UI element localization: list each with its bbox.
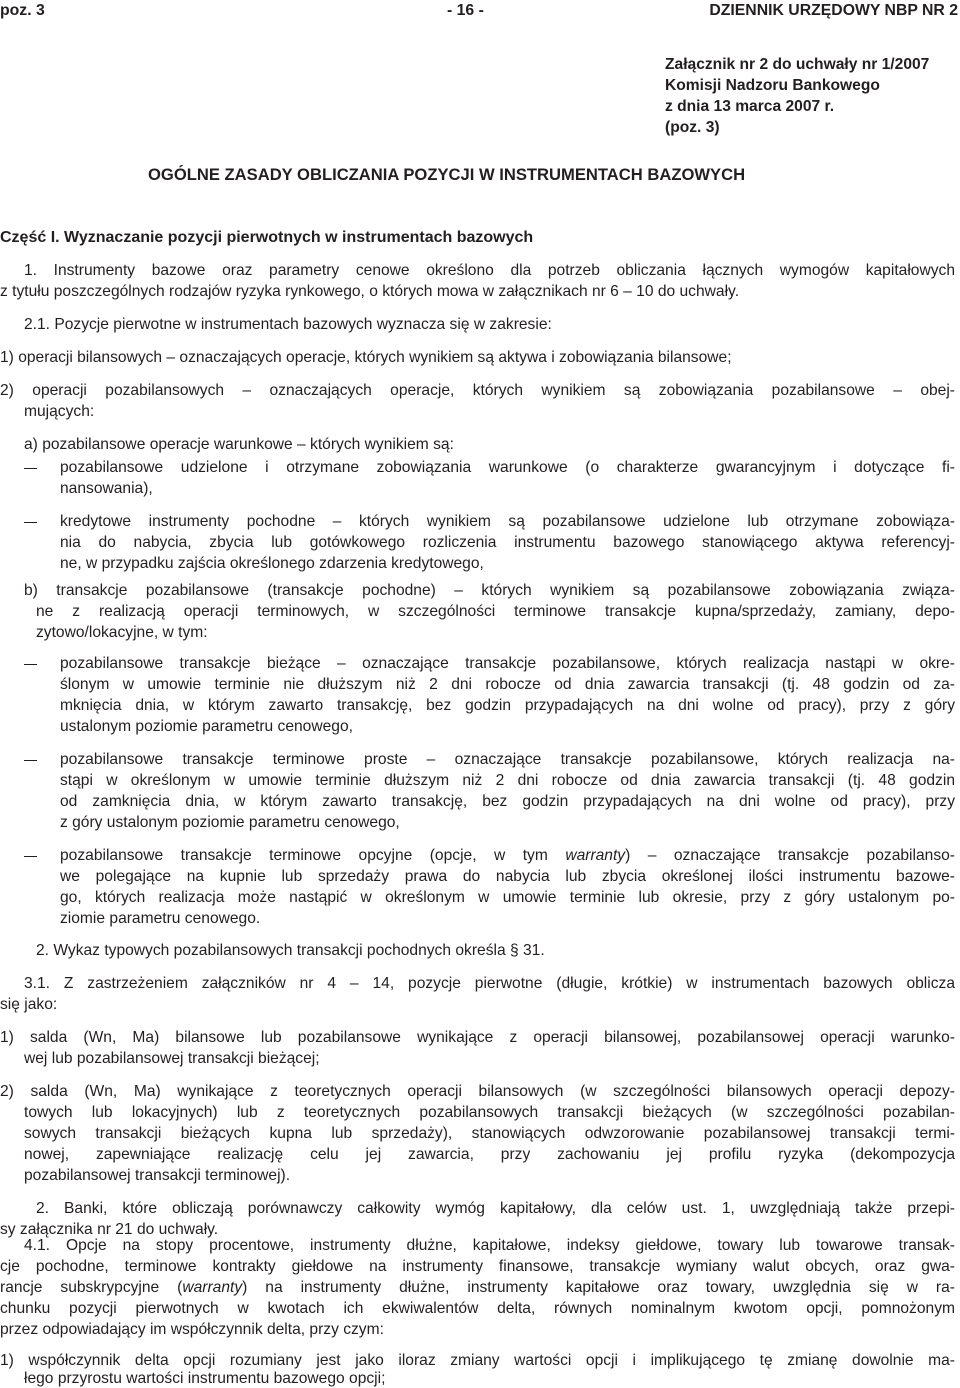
list-item-line: pozabilansowej transakcji terminowej). — [24, 1167, 291, 1184]
bullet-line: nansowania), — [60, 480, 153, 497]
sublist-item-line: b) transakcje pozabilansowe (transakcje pochodne) – których wynikiem są pozabilansowe zobowiązania związa- — [24, 582, 955, 599]
list-item-line: nowej, zapewniające realizację celu jej zawarcia, przy zachowaniu jej profilu ryzyka (dekompozycja — [24, 1146, 955, 1163]
bullet-line: kredytowe instrumenty pochodne – których wynikiem są pozabilansowe udzielone lub otrzymane zobowiąza- — [60, 513, 955, 530]
list-item-line: mujących: — [24, 403, 95, 420]
section-heading: Część I. Wyznaczanie pozycji pierwotnych w instrumentach bazowych — [0, 229, 534, 246]
paragraph-line: 4.1. Opcje na stopy procentowe, instrumenty dłużne, kapitałowe, indeksy giełdowe, towary lub towarowe transak- — [24, 1237, 955, 1254]
attachment-line: z dnia 13 marca 2007 r. — [665, 98, 835, 115]
paragraph-line-with-italic — [0, 1279, 955, 1297]
attachment-line: Załącznik nr 2 do uchwały nr 1/2007 — [665, 56, 930, 73]
document-title: OGÓLNE ZASADY OBLICZANIA POZYCJI W INSTRUMENTACH BAZOWYCH — [148, 165, 746, 184]
list-item-line: 1) współczynnik delta opcji rozumiany jest jako iloraz zmiany wartości opcji i implikującego tę zmianę dowolnie ma- — [0, 1352, 955, 1369]
bullet-line: ne, w przypadku zajścia określonego zdarzenia kredytowego, — [60, 555, 484, 572]
paragraph-line: chunku pozycji pierwotnych w kwotach ich ekwiwalentów delta, równych nominalnym kwotom opcji, pomnożonym — [0, 1300, 955, 1317]
sublist-item-line: ne z realizacją operacji terminowych, w szczególności terminowe transakcje kupna/sprzedaży, zamiany, depo- — [36, 603, 955, 620]
bullet-line: nia do nabycia, zbycia lub gotówkowego rozliczenia instrumentu bazowego stanowiącego aktywa referencyj- — [60, 534, 955, 551]
paragraph-line: cje pochodne, terminowe kontrakty giełdowe na instrumenty finansowe, transakcje wymiany walut obcych, oraz gwa- — [0, 1258, 955, 1275]
bullet-line: ustalonym poziomie parametru cenowego, — [60, 718, 353, 735]
list-item-line: 1) salda (Wn, Ma) bilansowe lub pozabilansowe wynikające z operacji bilansowej, pozabilansowej operacji warunko- — [0, 1029, 955, 1046]
bullet-line: pozabilansowe transakcje terminowe proste – oznaczające transakcje pozabilansowe, których realizacja na- — [60, 751, 955, 768]
header-page-number: - 16 - — [447, 2, 484, 19]
bullet-text: ) – oznaczające transakcje pozabilanso- — [625, 847, 955, 864]
paragraph-line: 2. Wykaz typowych pozabilansowych transakcji pochodnych określa § 31. — [36, 942, 545, 959]
list-item-line: 1) operacji bilansowych – oznaczających operacje, których wynikiem są aktywa i zobowiązania bilansowe; — [0, 349, 732, 366]
bullet-line: ślonym w umowie terminie nie dłuższym niż 2 dni robocze od dnia zawarcia transakcji (tj. 48 godzin od za- — [60, 676, 955, 693]
paragraph-line: się jako: — [0, 996, 58, 1013]
paragraph-line: 2.1. Pozycje pierwotne w instrumentach bazowych wyznacza się w zakresie: — [24, 316, 552, 333]
attachment-line: Komisji Nadzoru Bankowego — [665, 77, 880, 94]
list-item-line: sowych transakcji bieżących kupna lub sprzedaży), stanowiących odwzorowanie pozabilansowej transakcji termi- — [24, 1125, 955, 1142]
list-item-line: 2) operacji pozabilansowych – oznaczających operacje, których wynikiem są zobowiązania pozabilansowe – obej- — [0, 382, 955, 399]
bullet-line-with-italic — [60, 847, 955, 865]
sublist-item-line: zytowo/lokacyjne, w tym: — [36, 624, 208, 641]
bullet-line: go, których realizacja może nastąpić w określonym w umowie terminie lub okresie, przy z góry ustalonym po- — [60, 889, 955, 906]
bullet-line: ziomie parametru cenowego. — [60, 910, 261, 927]
bullet-line: pozabilansowe udzielone i otrzymane zobowiązania warunkowe (o charakterze gwarancyjnym i dotyczące fi- — [60, 459, 955, 476]
list-item-line: towych lub lokacyjnych) lub z teoretycznych pozabilansowych transakcji bieżących (w szczególności pozabilan- — [24, 1104, 955, 1121]
list-item-line: wej lub pozabilansowej transakcji bieżącej; — [24, 1050, 320, 1067]
list-item-line: 2) salda (Wn, Ma) wynikające z teoretycznych operacji bilansowych (w szczególności bilansowych operacji depozy- — [0, 1083, 955, 1100]
bullet-line: pozabilansowe transakcje bieżące – oznaczające transakcje pozabilansowe, których realizacja nastąpi w okre- — [60, 655, 955, 672]
paragraph-line: 1. Instrumenty bazowe oraz parametry cenowe określono dla potrzeb obliczania łącznych wymogów kapitałowych — [24, 262, 955, 279]
bullet-line: mknięcia dnia, w którym zawarto transakcję, bez godzin przypadających na dni wolne od pracy), przy z góry — [60, 697, 955, 714]
dash-bullet — [24, 468, 37, 469]
attachment-line: (poz. 3) — [665, 119, 720, 136]
paragraph-line: 3.1. Z zastrzeżeniem załączników nr 4 – 14, pozycje pierwotne (długie, krótkie) w instrumentach bazowych oblicza — [24, 975, 955, 992]
bullet-line: od zamknięcia dnia, w którym zawarto transakcję, bez godzin przypadających na dni wolne od pracy), przy — [60, 793, 955, 810]
dash-bullet — [24, 522, 37, 523]
italic-term: warranty — [565, 847, 626, 864]
sublist-item-line: a) pozabilansowe operacje warunkowe – których wynikiem są: — [24, 436, 454, 453]
dash-bullet — [24, 856, 37, 857]
dash-bullet — [24, 760, 37, 761]
list-item-line: łego przyrostu wartości instrumentu bazowego opcji; — [24, 1370, 386, 1387]
paragraph-line: z tytułu poszczególnych rodzajów ryzyka rynkowego, o których mowa w załącznikach nr 6 – 10 do uchwały. — [0, 283, 740, 300]
bullet-text: pozabilansowe transakcje terminowe opcyjne (opcje, w tym — [60, 847, 566, 864]
header-right: DZIENNIK URZĘDOWY NBP NR 2 — [709, 2, 958, 19]
paragraph-line: przez odpowiadający im współczynnik delta, przy czym: — [0, 1321, 384, 1338]
paragraph-line: 2. Banki, które obliczają porównawczy całkowity wymóg kapitałowy, dla celów ust. 1, uwzględniają także przepi- — [36, 1200, 955, 1217]
bullet-line: z góry ustalonym poziomie parametru cenowego, — [60, 814, 400, 831]
paragraph-text: ) na instrumenty dłużne, instrumenty kapitałowe oraz towary, uwzględnia się w ra- — [242, 1279, 955, 1296]
italic-term: warranty — [182, 1279, 243, 1296]
bullet-line: we polegające na kupnie lub sprzedaży prawa do nabycia lub zbycia określonej ilości instrumentu bazowe- — [60, 868, 955, 885]
header-left: poz. 3 — [0, 2, 45, 19]
paragraph-text: rancje subskrypcyjne ( — [0, 1279, 183, 1296]
paragraph-line: sy załącznika nr 21 do uchwały. — [0, 1221, 219, 1238]
dash-bullet — [24, 664, 37, 665]
bullet-line: stąpi w określonym w umowie terminie dłuższym niż 2 dni robocze od dnia zawarcia transakcji (tj. 48 godzin — [60, 772, 955, 789]
